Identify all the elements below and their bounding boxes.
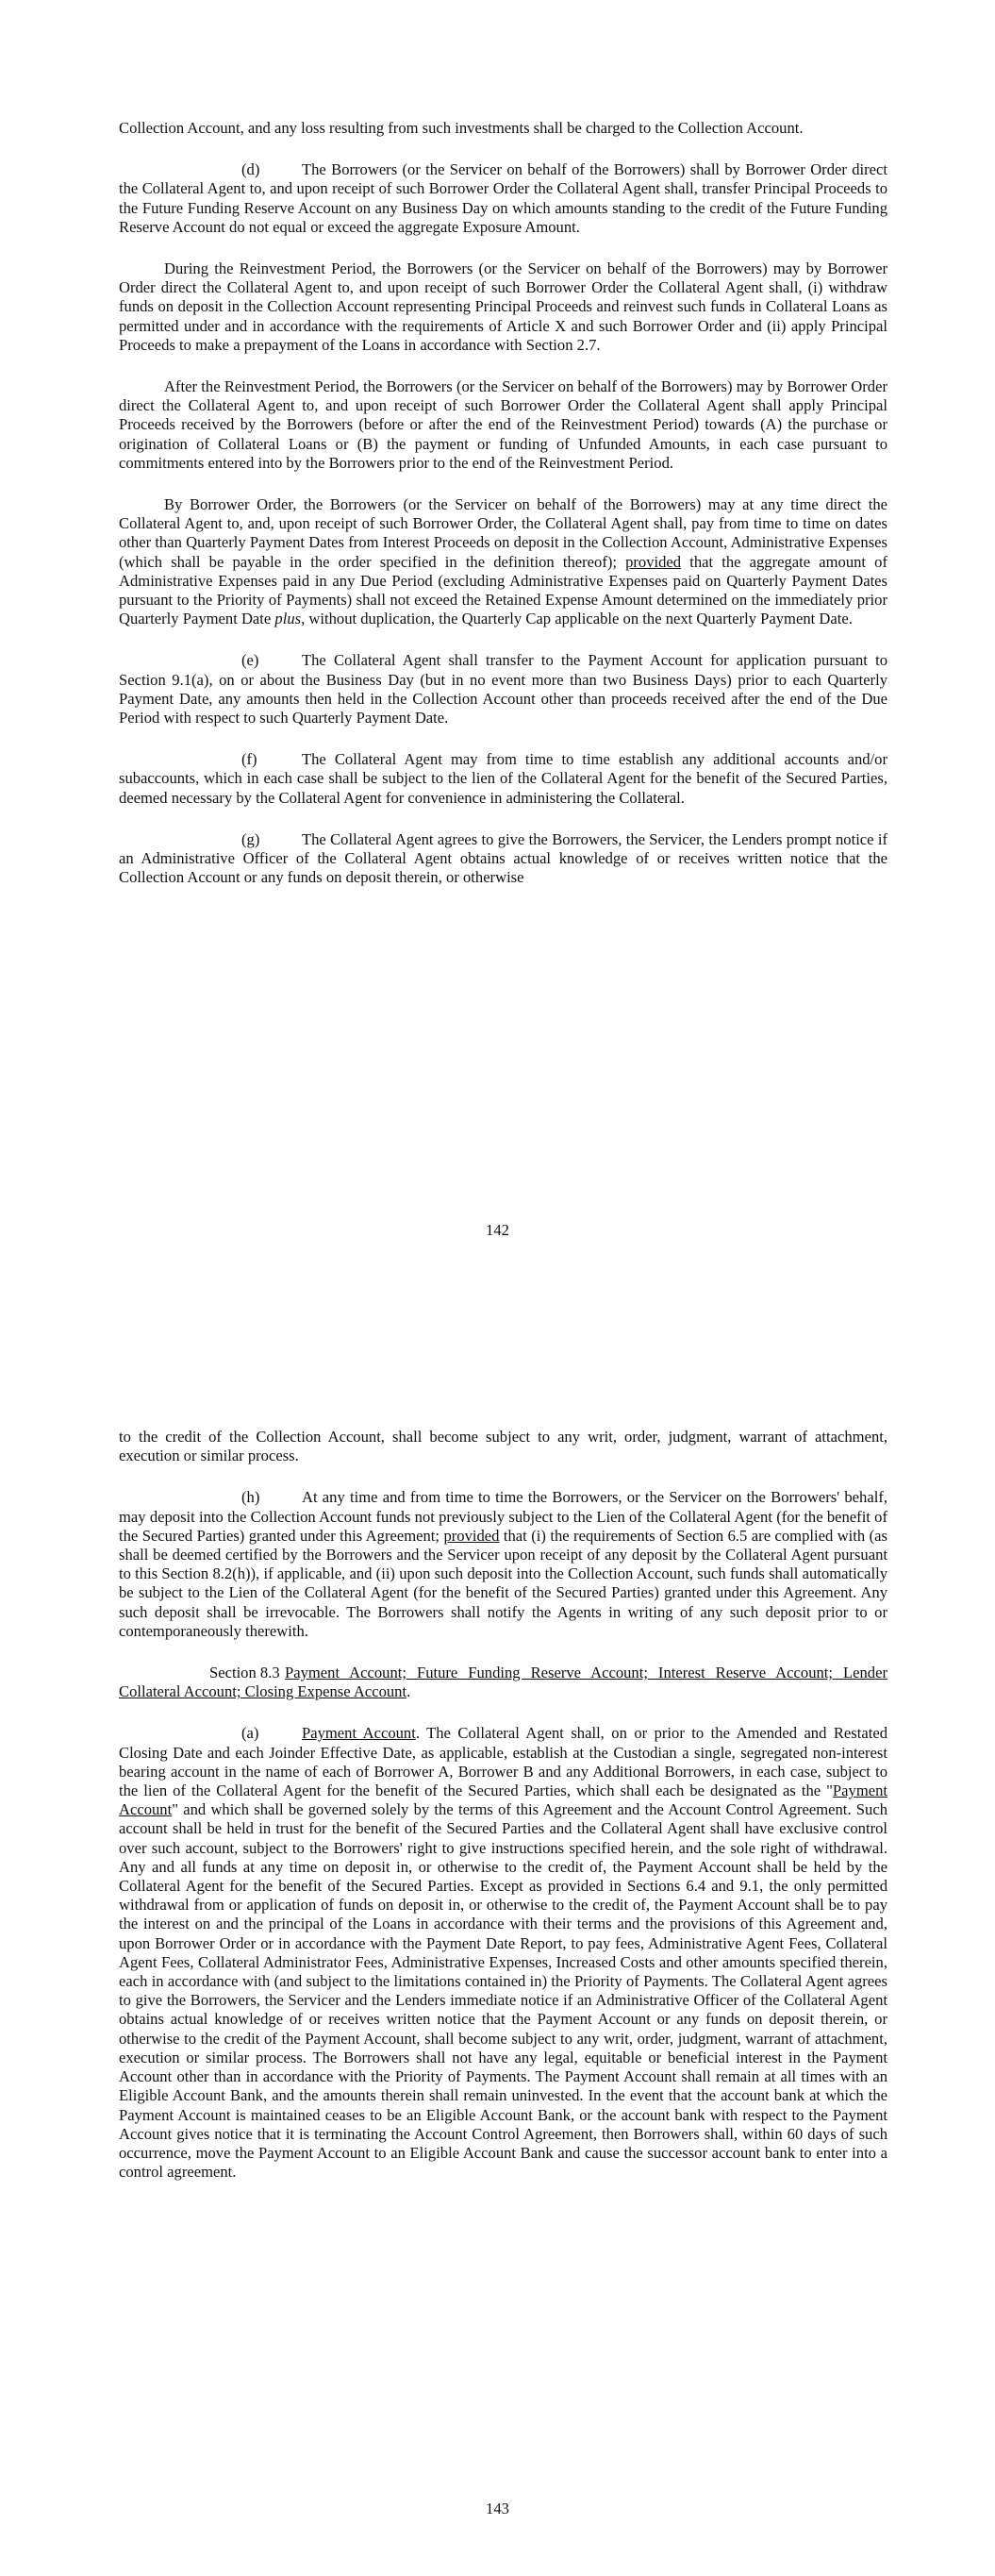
section-heading-8-3 bbox=[119, 1664, 887, 1701]
text-segment: By Borrower Order, the Borrowers (or the Servicer on behalf of the Borrowers) may at any time direct the Collateral Agent to, and, upon receipt of such Borrower Order, the Collateral Agent shall, pay from time to time on dates other than Quarterly Payment Dates from Interest Proceeds on deposit in the Collection Account, Administrative Expenses (which shall be payable in the order specified in the definition thereof); bbox=[119, 495, 887, 571]
clause-title-payment-account: Payment Account bbox=[302, 1724, 416, 1743]
page-body bbox=[119, 1428, 887, 2204]
text-segment: " and which shall be governed solely by the terms of this Agreement and the Account Control Agreement. Such account shall be held in trust for the benefit of the Secured Parties and the Collateral Agent shall have exclusive control over such account, subject to the Borrowers' right to give instructions specified herein, and the sole right of withdrawal. Any and all funds at any time on deposit in, or otherwise to the credit of, the Payment Account shall be held by the Collateral Agent for the benefit of the Secured Parties. Except as provided in Sections 6.4 and 9.1, the only permitted withdrawal from or application of funds on deposit in, or otherwise to the credit of, the Payment Account shall be to pay the interest on and the principal of the Loans in accordance with their terms and the provisions of this Agreement and, upon Borrower Order or in accordance with the Payment Date Report, to pay fees, Administrative Agent Fees, Collateral Agent Fees, Collateral Administrator Fees, Administrative Expenses, Increased Costs and other amounts specified therein, each in accordance with (and subject to the limitations contained in) the Priority of Payments. The Collateral Agent agrees to give the Borrowers, the Servicer and the Lenders immediate notice if an Administrative Officer of the Collateral Agent obtains actual knowledge of or receives written notice that the Payment Account or any funds on deposit therein, or otherwise to the credit of the Payment Account, shall become subject to any writ, order, judgment, warrant of attachment, execution or similar process. The Borrowers shall not have any legal, equitable or beneficial interest in the Payment Account other than in accordance with the Priority of Payments. The Payment Account shall remain at all times with an Eligible Account Bank, and the amounts therein shall remain uninvested. In the event that the account bank at which the Payment Account is maintained ceases to be an Eligible Account Bank, or the account bank with respect to the Payment Account gives notice that it is terminating the Account Control Agreement, then Borrowers shall, within 60 days of such occurrence, move the Payment Account to an Eligible Account Bank and cause the successor account bank to enter into a control agreement. bbox=[119, 1800, 887, 2182]
clause-label-d: (d) bbox=[241, 160, 260, 179]
text-segment: At any time and from time to time the Borrowers, or the Servicer on the Borrowers' behalf, may deposit into the Collection Account funds not previously subject to the Lien of the Collateral Agent (for the benefit of the Secured Parties) granted under this Agreement; bbox=[119, 1488, 887, 1545]
paragraph-h bbox=[119, 1488, 887, 1641]
text-segment: that the aggregate amount of Administrative Expenses paid in any Due Period (excluding Administrative Expenses paid on Quarterly Payment Dates pursuant to the Priority of Payments) shall not exceed the Retained Expense Amount determined on the immediately prior Quarterly Payment Date bbox=[119, 552, 887, 628]
text-segment: , without duplication, the Quarterly Cap applicable on the next Quarterly Payment Date. bbox=[301, 610, 853, 628]
section-title-period: . bbox=[406, 1682, 411, 1701]
text-segment: . The Collateral Agent shall, on or prior to the Amended and Restated Closing Date and each Joinder Effective Date, as applicable, establish at the Custodian a single, segregated non-interest bearing account in the name of each of Borrower A, Borrower B and any Additional Borrowers, in each case, subject to the lien of the Collateral Agent for the benefit of the Secured Parties, which shall each be designated as the " bbox=[119, 1724, 887, 1800]
clause-label-a: (a) bbox=[241, 1724, 259, 1743]
section-number: Section 8.3 bbox=[209, 1664, 280, 1682]
paragraph-borrower-order bbox=[119, 495, 887, 628]
plus-term: plus bbox=[274, 610, 302, 628]
paragraph-continuation: Collection Account, and any loss resulting from such investments shall be charged to the Collection Account. bbox=[119, 119, 804, 137]
page-body bbox=[119, 119, 887, 911]
paragraph-f bbox=[119, 750, 887, 808]
clause-text-d: The Borrowers (or the Servicer on behalf of the Borrowers) shall by Borrower Order direct the Collateral Agent to, and upon receipt of such Borrower Order the Collateral Agent shall, transfer Principal Proceeds to the Future Funding Reserve Account on any Business Day on which amounts standing to the credit of the Future Funding Reserve Account do not equal or exceed the aggregate Exposure Amount. bbox=[119, 160, 887, 236]
paragraph-g bbox=[119, 830, 887, 888]
paragraph-d bbox=[119, 160, 887, 237]
document-page-143 bbox=[0, 1288, 995, 2576]
clause-label-f: (f) bbox=[241, 750, 257, 769]
page-number: 143 bbox=[486, 2500, 509, 2517]
text-segment: that (i) the requirements of Section 6.5 are complied with (as shall be deemed certified by the Borrowers and the Servicer upon receipt of any deposit by the Collateral Agent pursuant to this Section 8.2(h)), if applicable, and (ii) upon such deposit into the Collection Account, such funds shall automatically be subject to the Lien of the Collateral Agent (for the benefit of the Secured Parties) granted under this Agreement. Any such deposit shall be irrevocable. The Borrowers shall notify the Agents in writing of any such deposit prior to or contemporaneously therewith. bbox=[119, 1526, 887, 1640]
defined-term-payment-account: Payment Account bbox=[119, 1781, 887, 1819]
paragraph-reinvestment-period: During the Reinvestment Period, the Borrowers (or the Servicer on behalf of the Borrowers) may by Borrower Order direct the Collateral Agent to, and upon receipt of such Borrower Order the Collateral Agent shall, (i) withdraw funds on deposit in the Collection Account representing Principal Proceeds and reinvest such funds in Collateral Loans as permitted under and in accordance with the requirements of Article X and such Borrower Order and (ii) apply Principal Proceeds to make a prepayment of the Loans in accordance with Section 2.7. bbox=[119, 259, 887, 354]
clause-label-g: (g) bbox=[241, 829, 260, 848]
clause-text-g: The Collateral Agent agrees to give the Borrowers, the Servicer, the Lenders prompt notice if an Administrative Officer of the Collateral Agent obtains actual knowledge of or receives written notice that the Collection Account or any funds on deposit therein, or otherwise bbox=[119, 829, 887, 887]
page-number: 142 bbox=[486, 1221, 509, 1239]
paragraph-e bbox=[119, 651, 887, 728]
clause-label-e: (e) bbox=[241, 651, 259, 670]
section-title: Payment Account; Future Funding Reserve Account; Interest Reserve Account; Lender Collateral Account; Closing Expense Account bbox=[119, 1664, 887, 1701]
provided-term: provided bbox=[625, 552, 682, 571]
paragraph-continuation: to the credit of the Collection Account, shall become subject to any writ, order, judgment, warrant of attachment, execution or similar process. bbox=[119, 1428, 887, 1465]
clause-label-h: (h) bbox=[241, 1488, 260, 1507]
clause-text-e: The Collateral Agent shall transfer to the Payment Account for application pursuant to Section 9.1(a), on or about the Business Day (but in no event more than two Business Days) prior to each Quarterly Payment Date, any amounts then held in the Collection Account other than proceeds received after the end of the Due Period with respect to such Quarterly Payment Date. bbox=[119, 651, 887, 728]
paragraph-a bbox=[119, 1724, 887, 2182]
clause-text-f: The Collateral Agent may from time to time establish any additional accounts and/or subaccounts, which in each case shall be subject to the lien of the Collateral Agent for the benefit of the Secured Parties, deemed necessary by the Collateral Agent for convenience in administering the Collateral. bbox=[119, 750, 887, 807]
paragraph-after-reinvestment: After the Reinvestment Period, the Borrowers (or the Servicer on behalf of the Borrowers) may by Borrower Order direct the Collateral Agent to, and upon receipt of such Borrower Order the Collateral Agent shall apply Principal Proceeds received by the Borrowers (before or after the end of the Reinvestment Period) towards (A) the purchase or origination of Collateral Loans or (B) the payment or funding of Unfunded Amounts, in each case pursuant to commitments entered into by the Borrowers prior to the end of the Reinvestment Period. bbox=[119, 377, 887, 472]
provided-term: provided bbox=[443, 1526, 500, 1545]
